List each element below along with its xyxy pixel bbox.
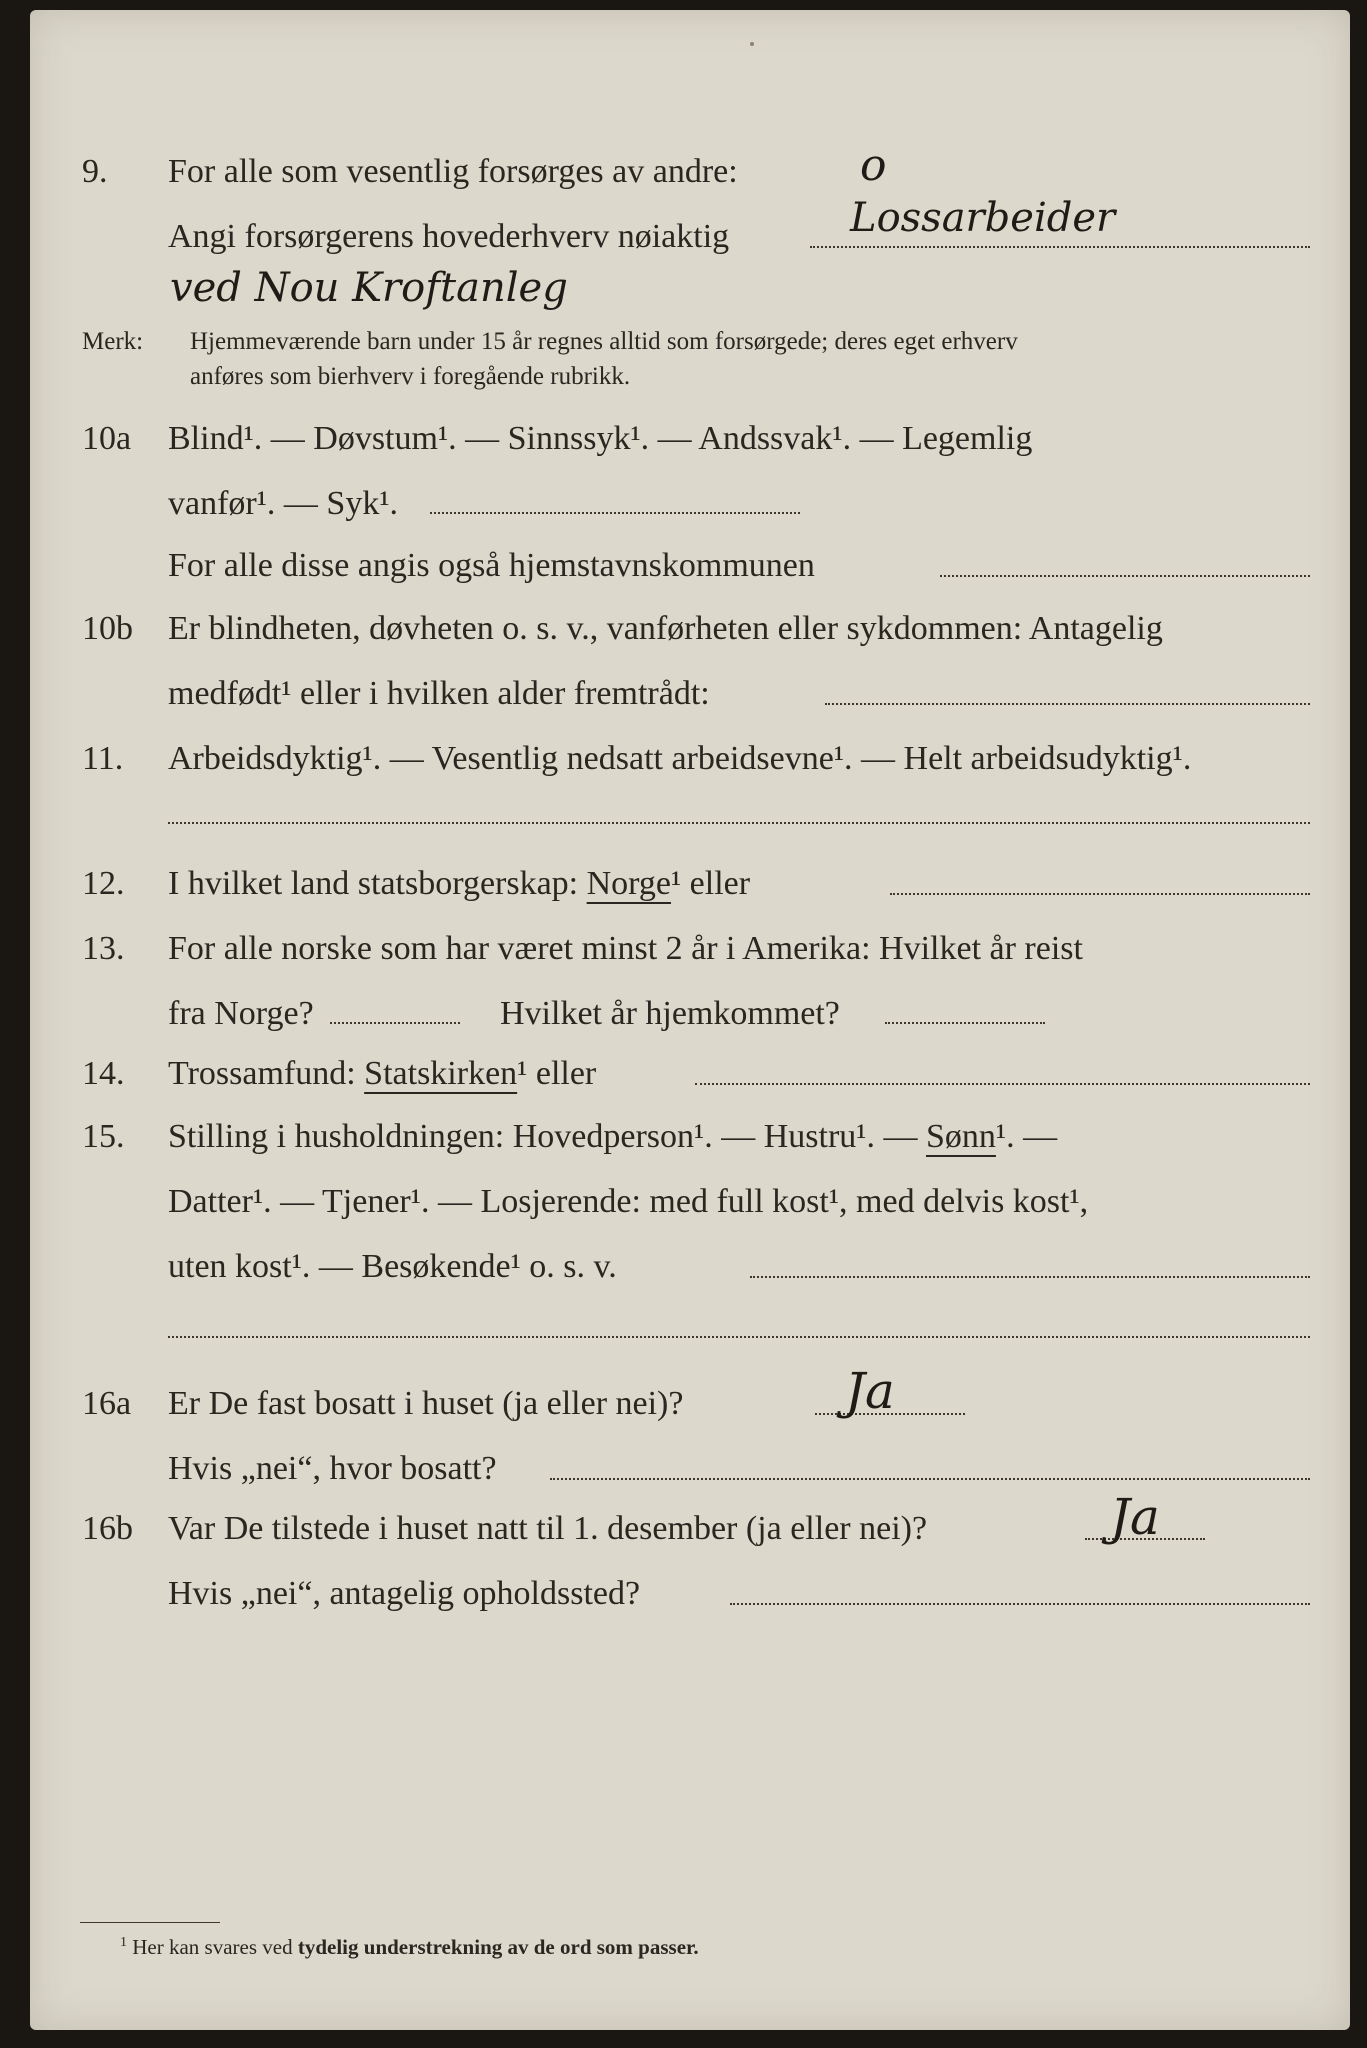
q13-line2b: Hvilket år hjemkommet? — [500, 995, 840, 1032]
q15-number: 15. — [82, 1118, 125, 1155]
q9-line2: Angi forsørgerens hovederhverv nøiaktig — [168, 218, 730, 255]
q16b-line2: Hvis „nei“, antagelig opholdssted? — [168, 1575, 641, 1612]
q11-number: 11. — [82, 740, 124, 777]
q14-text — [168, 1055, 596, 1093]
q10b-line2: medfødt¹ eller i hvilken alder fremtrådt: — [168, 675, 710, 712]
merk-line2: anføres som bierhverv i foregående rubrikk. — [190, 363, 631, 390]
q11-answer-line — [168, 822, 1310, 824]
q10a-line3: For alle disse angis også hjemstavnskommunen — [168, 547, 815, 584]
q15-line1-pre: Stilling i husholdningen: Hovedperson¹. — Hustru¹. — — [168, 1118, 918, 1155]
q14-number: 14. — [82, 1055, 125, 1092]
q13-line1: For alle norske som har været minst 2 år i Amerika: Hvilket år reist — [168, 930, 1083, 967]
footnote-rule — [80, 1922, 220, 1923]
q15-other-line — [750, 1276, 1310, 1278]
q9-answer-occupation: Lossarbeider — [850, 195, 1116, 241]
q12-post: ¹ eller — [670, 865, 751, 902]
q12-prompt: I hvilket land statsborgerskap: — [168, 865, 579, 902]
q11-line1: Arbeidsdyktig¹. — Vesentlig nedsatt arbeidsevne¹. — Helt arbeidsudyktig¹. — [168, 740, 1192, 777]
q10a-number: 10a — [82, 420, 132, 457]
q10a-syk-line — [430, 512, 800, 514]
q12-other-line — [890, 893, 1310, 895]
census-form-page — [30, 10, 1350, 2030]
q14-underlined-answer: Statskirken — [364, 1055, 518, 1092]
q16b-answer: Ja — [1110, 1488, 1160, 1546]
q10b-age-line — [825, 703, 1310, 705]
q9-answer-mark: o — [860, 140, 887, 191]
q10b-number: 10b — [82, 610, 133, 647]
q13-line2a: fra Norge? — [168, 995, 314, 1032]
q10a-line1: Blind¹. — Døvstum¹. — Sinnssyk¹. — Andssvak¹. — Legemlig — [168, 420, 1033, 457]
q16a-number: 16a — [82, 1385, 132, 1422]
q14-post: ¹ eller — [517, 1055, 597, 1092]
q16b-number: 16b — [82, 1510, 133, 1547]
q9-answer-line — [810, 246, 1310, 248]
q14-prompt: Trossamfund: — [168, 1055, 356, 1092]
merk-line1: Hjemmeværende barn under 15 år regnes alltid som forsørgede; deres eget erhverv — [190, 328, 1018, 355]
q15-line3: uten kost¹. — Besøkende¹ o. s. v. — [168, 1248, 617, 1285]
q12-underlined-answer: Norge — [586, 865, 671, 902]
merk-label: Merk: — [82, 328, 144, 355]
q15-underlined-answer: Sønn — [925, 1118, 996, 1155]
q14-other-line — [695, 1083, 1310, 1085]
q10b-line1: Er blindheten, døvheten o. s. v., vanførheten eller sykdommen: Antagelig — [168, 610, 1163, 647]
q13-number: 13. — [82, 930, 125, 967]
q10a-line2: vanfør¹. — Syk¹. — [168, 485, 399, 522]
footnote-text: Her kan svares ved — [132, 1935, 293, 1959]
q16a-line1: Er De fast bosatt i huset (ja eller nei)? — [168, 1385, 684, 1422]
q16a-line2: Hvis „nei“, hvor bosatt? — [168, 1450, 497, 1487]
footnote — [120, 1935, 699, 1960]
q15-line1-post: ¹. — — [995, 1118, 1058, 1155]
q15-line1 — [168, 1118, 1057, 1156]
q16b-line1: Var De tilstede i huset natt til 1. desember (ja eller nei)? — [168, 1510, 928, 1547]
q15-extra-line — [168, 1336, 1310, 1338]
q13-hjemkommet-line — [885, 1022, 1045, 1024]
q13-reist-line — [330, 1022, 460, 1024]
paper-mark — [750, 42, 754, 46]
q16a-bosatt-line — [550, 1478, 1310, 1480]
q12-number: 12. — [82, 865, 125, 902]
q9-answer-workplace: ved Nou Kroftanleg — [170, 265, 568, 311]
q16a-answer: Ja — [845, 1362, 895, 1420]
q16b-opholdssted-line — [730, 1603, 1310, 1605]
q9-number: 9. — [82, 153, 108, 190]
q10a-hometown-line — [940, 575, 1310, 577]
q15-line2: Datter¹. — Tjener¹. — Losjerende: med full kost¹, med delvis kost¹, — [168, 1183, 1089, 1220]
footnote-bold-text: tydelig understrekning av de ord som passer. — [297, 1935, 699, 1959]
q12-text — [168, 865, 750, 903]
footnote-mark: 1 — [120, 1935, 127, 1950]
q9-line1: For alle som vesentlig forsørges av andre: — [168, 153, 738, 190]
